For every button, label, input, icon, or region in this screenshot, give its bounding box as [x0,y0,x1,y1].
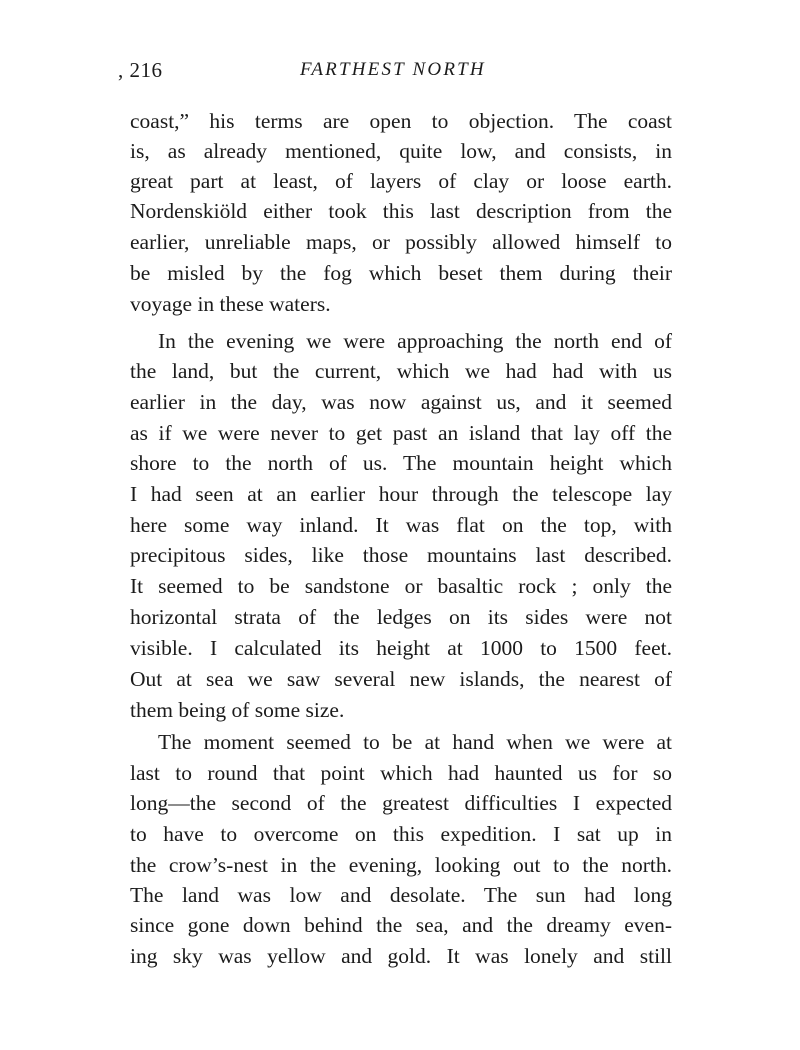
text-line: be misled by the fog which beset them during their [130,261,672,285]
text-line: ing sky was yellow and gold. It was lonely and still [130,944,672,968]
running-head [0,58,800,88]
page-number: , 216 [118,58,163,82]
text-line: long—the second of the greatest difficulties I expected [130,791,672,815]
text-line: Nordenskiöld either took this last description from the [130,199,672,223]
text-line: is, as already mentioned, quite low, and consists, in [130,139,672,163]
text-line: last to round that point which had haunted us for so [130,761,672,785]
text-line: coast,” his terms are open to objection. The coast [130,109,672,133]
text-line: precipitous sides, like those mountains last described. [130,543,672,567]
text-line: great part at least, of layers of clay or loose earth. [130,169,672,193]
text-line: voyage in these waters. [130,292,331,316]
text-line: Out at sea we saw several new islands, the nearest of [130,667,672,691]
text-line: as if we were never to get past an island that lay off the [130,421,672,445]
text-line: here some way inland. It was flat on the top, with [130,513,672,537]
text-line: I had seen at an earlier hour through the telescope lay [130,482,672,506]
running-title: FARTHEST NORTH [300,59,486,80]
text-line: earlier, unreliable maps, or possibly allowed himself to [130,230,672,254]
text-line: since gone down behind the sea, and the dreamy even- [130,913,672,937]
text-line: the land, but the current, which we had had with us [130,359,672,383]
text-line: them being of some size. [130,698,345,722]
text-line: The moment seemed to be at hand when we were at [158,730,672,754]
text-line: shore to the north of us. The mountain height which [130,451,672,475]
text-line: In the evening we were approaching the north end of [158,329,672,353]
text-line: The land was low and desolate. The sun had long [130,883,672,907]
text-line: earlier in the day, was now against us, and it seemed [130,390,672,414]
text-line: It seemed to be sandstone or basaltic rock ; only the [130,574,672,598]
text-line: horizontal strata of the ledges on its sides were not [130,605,672,629]
text-line: to have to overcome on this expedition. I sat up in [130,822,672,846]
text-line: visible. I calculated its height at 1000 to 1500 feet. [130,636,672,660]
text-line: the crow’s-nest in the evening, looking out to the north. [130,853,672,877]
